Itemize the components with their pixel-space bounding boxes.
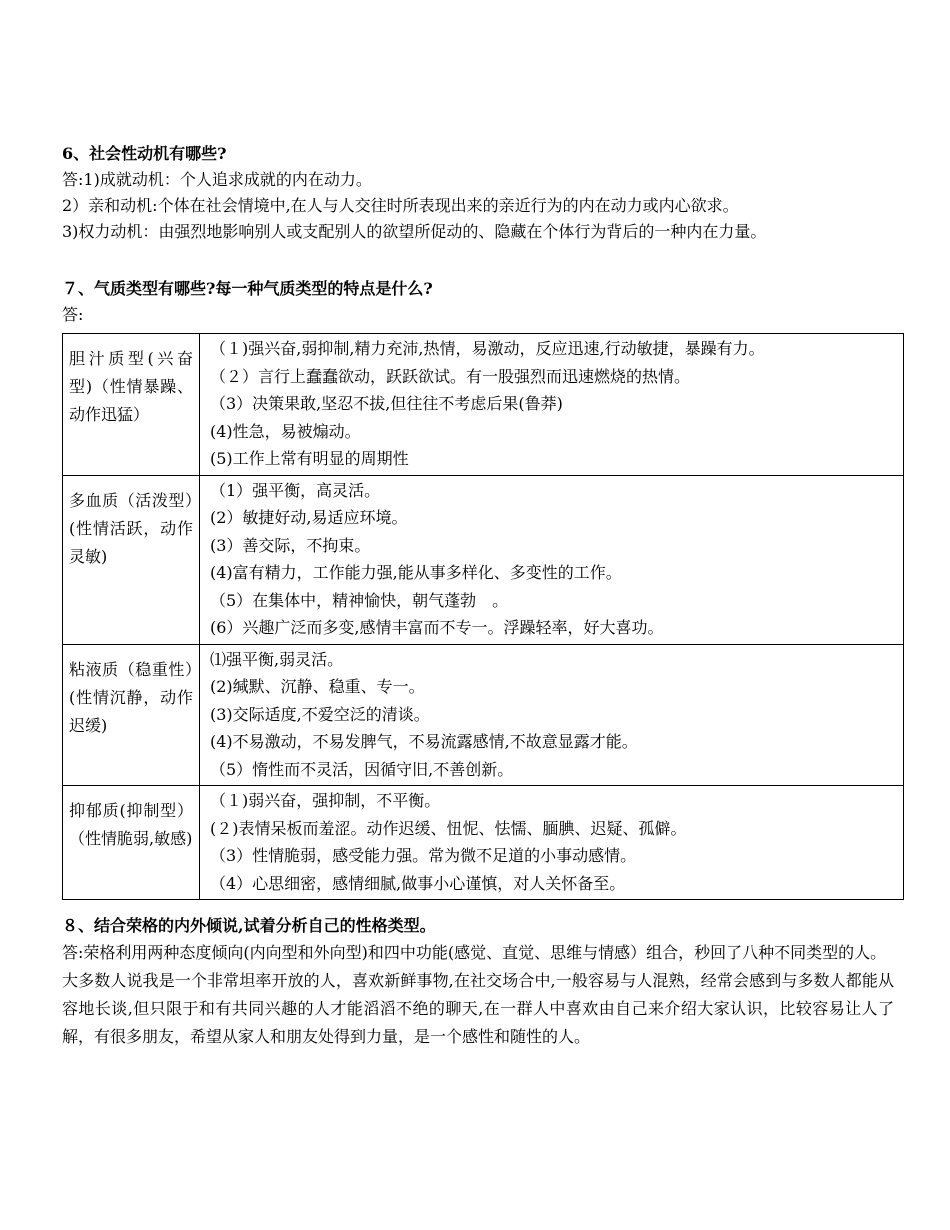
trait-item: (２)表情呆板而羞涩。动作迟缓、忸怩、怯懦、腼腆、迟疑、孤僻。 <box>210 818 687 838</box>
temperament-traits-cell <box>200 475 904 644</box>
answer-line: 2）亲和动机:个体在社会情境中,在人与人交往时所表现出来的亲近行为的内在动力或内心欲求。 <box>62 196 739 215</box>
trait-item: （1）强平衡，高灵活。 <box>210 480 381 500</box>
table-row <box>63 644 904 786</box>
question-8-title: ８、结合荣格的内外倾说,试着分析自己的性格类型。 <box>62 916 436 935</box>
answer-line: 3)权力动机：由强烈地影响别人或支配别人的欲望所促动的、隐藏在个体行为背后的一种内在力量。 <box>62 222 767 241</box>
trait-item: (4)性急，易被煽动。 <box>210 421 361 441</box>
trait-item: （１)弱兴奋，强抑制，不平衡。 <box>210 791 441 810</box>
question-6 <box>62 141 766 245</box>
trait-item: (4)不易激动，不易发脾气，不易流露感情,不故意显露才能。 <box>210 732 638 751</box>
trait-item: (5)工作上常有明显的周期性 <box>210 449 409 468</box>
temperament-traits-cell <box>200 786 904 900</box>
question-7-title: ７、气质类型有哪些?每一种气质类型的特点是什么? <box>62 279 433 298</box>
temperament-type-cell: 胆汁质型(兴奋型)（性情暴躁、动作迅猛） <box>63 334 200 476</box>
temperament-type-cell: 抑郁质(抑制型）（性情脆弱,敏感) <box>63 786 200 900</box>
temperament-type-cell: 多血质（活泼型）(性情活跃，动作灵敏) <box>63 475 200 644</box>
answer-paragraph: 大多数人说我是一个非常坦率开放的人，喜欢新鲜事物,在社交场合中,一般容易与人混熟，经常会感到与多数人都能从容地长谈,但只限于和有共同兴趣的人才能滔滔不绝的聊天,在一群人中喜欢由自己来介绍大家认识，比较容易让人了解，有很多朋友，希望从家人和朋友处得到力量，是一个感性和随性的人。 <box>62 971 894 1046</box>
trait-item: (4)富有精力，工作能力强,能从事多样化、多变性的工作。 <box>210 563 622 582</box>
table-row <box>63 786 904 900</box>
trait-item: （１)强兴奋,弱抑制,精力充沛,热情，易激动，反应迅速,行动敏捷，暴躁有力。 <box>210 339 765 358</box>
temperament-traits-cell <box>200 644 904 786</box>
trait-item: （5）在集体中，精神愉快，朝气蓬勃 。 <box>210 590 509 610</box>
temperament-table <box>62 333 904 900</box>
table-row <box>63 334 904 476</box>
trait-item: （3）决策果敢,坚忍不拔,但往往不考虑后果(鲁莽) <box>210 394 563 413</box>
trait-item: (2)缄默、沉静、稳重、专一。 <box>210 677 425 696</box>
trait-item: （3）性情脆弱，感受能力强。常为微不足道的小事动感情。 <box>210 846 637 865</box>
temperament-traits-cell <box>200 334 904 476</box>
trait-item: （4）心思细密，感情细腻,做事小心谨慎，对人关怀备至。 <box>210 873 626 893</box>
trait-item: (3）善交际，不拘束。 <box>210 535 371 555</box>
answer-paragraph: 答:荣格利用两种态度倾向(内向型和外向型)和四中功能(感觉、直觉、思维与情感）组合，秒回了八种不同类型的人。 <box>62 943 887 962</box>
trait-item: (2）敏捷好动,易适应环境。 <box>210 508 408 527</box>
temperament-type-cell: 粘液质（稳重性）(性情沉静，动作迟缓) <box>63 644 200 786</box>
question-7 <box>62 276 433 328</box>
answer-line: 答:1)成就动机：个人追求成就的内在动力。 <box>62 170 372 189</box>
trait-item: ⑴强平衡,弱灵活。 <box>210 649 344 669</box>
trait-item: (6）兴趣广泛而多变,感情丰富而不专一。浮躁轻率，好大喜功。 <box>210 618 664 637</box>
question-6-title: 6、社会性动机有哪些? <box>62 144 227 163</box>
trait-item: (3)交际适度,不爱空泛的清谈。 <box>210 704 430 724</box>
question-8 <box>62 913 894 1051</box>
trait-item: （２）言行上蠢蠢欲动，跃跃欲试。有一股强烈而迅速燃烧的热情。 <box>210 366 691 386</box>
answer-label: 答: <box>62 305 84 324</box>
trait-item: （5）惰性而不灵活，因循守旧,不善创新。 <box>210 759 514 779</box>
table-row <box>63 475 904 644</box>
